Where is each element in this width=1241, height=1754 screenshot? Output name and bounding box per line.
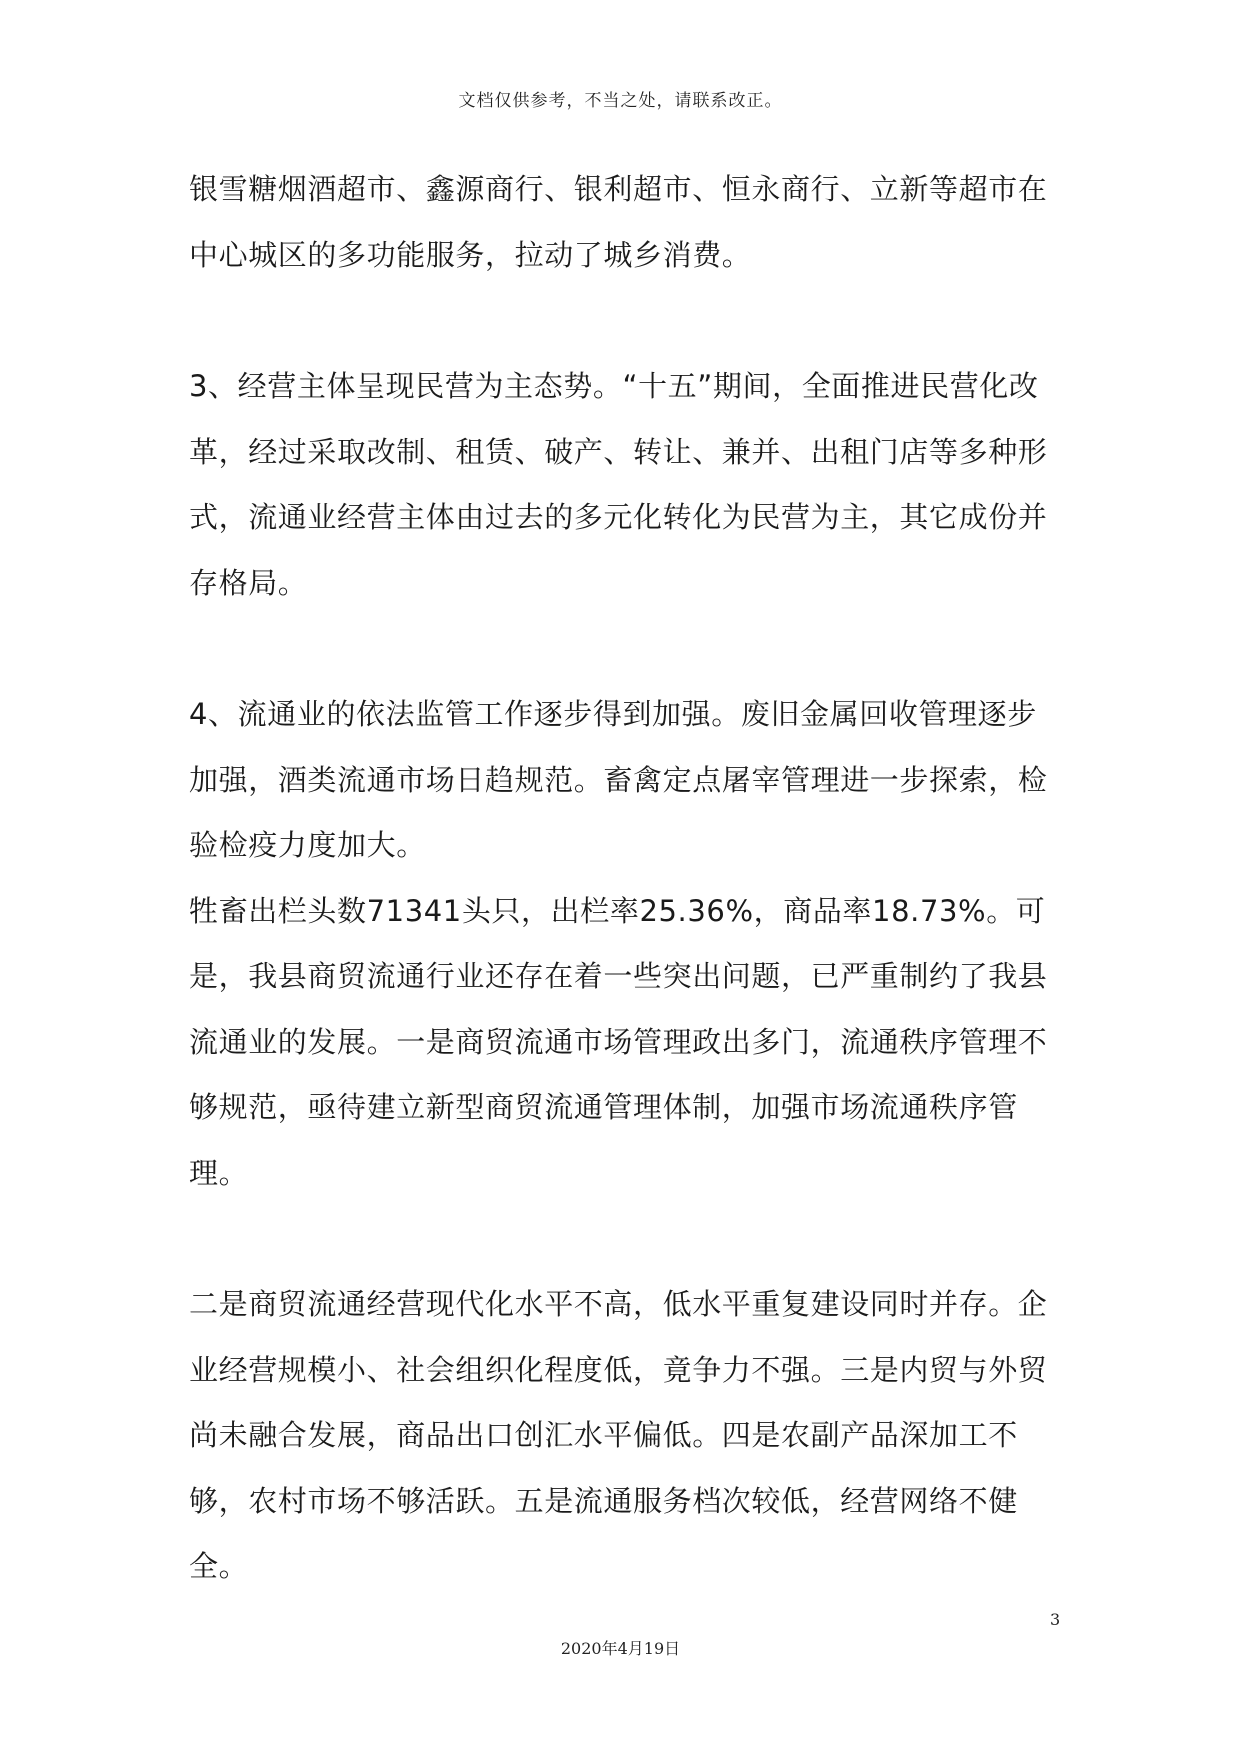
- footer-date: 2020年4月19日: [560, 1639, 681, 1658]
- paragraph-supermarkets: 银雪糖烟酒超市、鑫源商行、银利超市、恒永商行、立新等超市在中心城区的多功能服务，拉动了城乡消费。: [189, 172, 1048, 272]
- paragraph-spacer: [189, 288, 1059, 354]
- page-number: 3: [1050, 1610, 1061, 1629]
- document-body: [189, 157, 1059, 1600]
- paragraph-livestock-problems: 牲畜出栏头数71341头只，出栏率25.36%，商品率18.73%。可是，我县商贸流通行业还存在着一些突出问题，已严重制约了我县流通业的发展。一是商贸流通市场管理政出多门，流通秩序管理不够规范，亟待建立新型商贸流通管理体制，加强市场流通秩序管理。: [189, 893, 1048, 1190]
- paragraph-modernization: 二是商贸流通经营现代化水平不高，低水平重复建设同时并存。企业经营规模小、社会组织化程度低，竟争力不强。三是内贸与外贸尚未融合发展，商品出口创汇水平偏低。四是农副产品深加工不够，农村市场不够活跃。五是流通服务档次较低，经营网络不健全。: [189, 1287, 1048, 1583]
- paragraph-spacer: [189, 1206, 1059, 1272]
- paragraph-private-operation: 3、经营主体呈现民营为主态势。“十五”期间，全面推进民营化改革，经过采取改制、租赁、破产、转让、兼并、出租门店等多种形式，流通业经营主体由过去的多元化转化为民营为主，其它成份并存格局。: [189, 369, 1048, 600]
- header-disclaimer: 文档仅供参考，不当之处，请联系改正。: [458, 91, 783, 111]
- paragraph-regulation: 4、流通业的依法监管工作逐步得到加强。废旧金属回收管理逐步加强，酒类流通市场日趋规范。畜禽定点屠宰管理进一步探索，检验检疫力度加大。: [189, 697, 1048, 862]
- paragraph-spacer: [189, 616, 1059, 682]
